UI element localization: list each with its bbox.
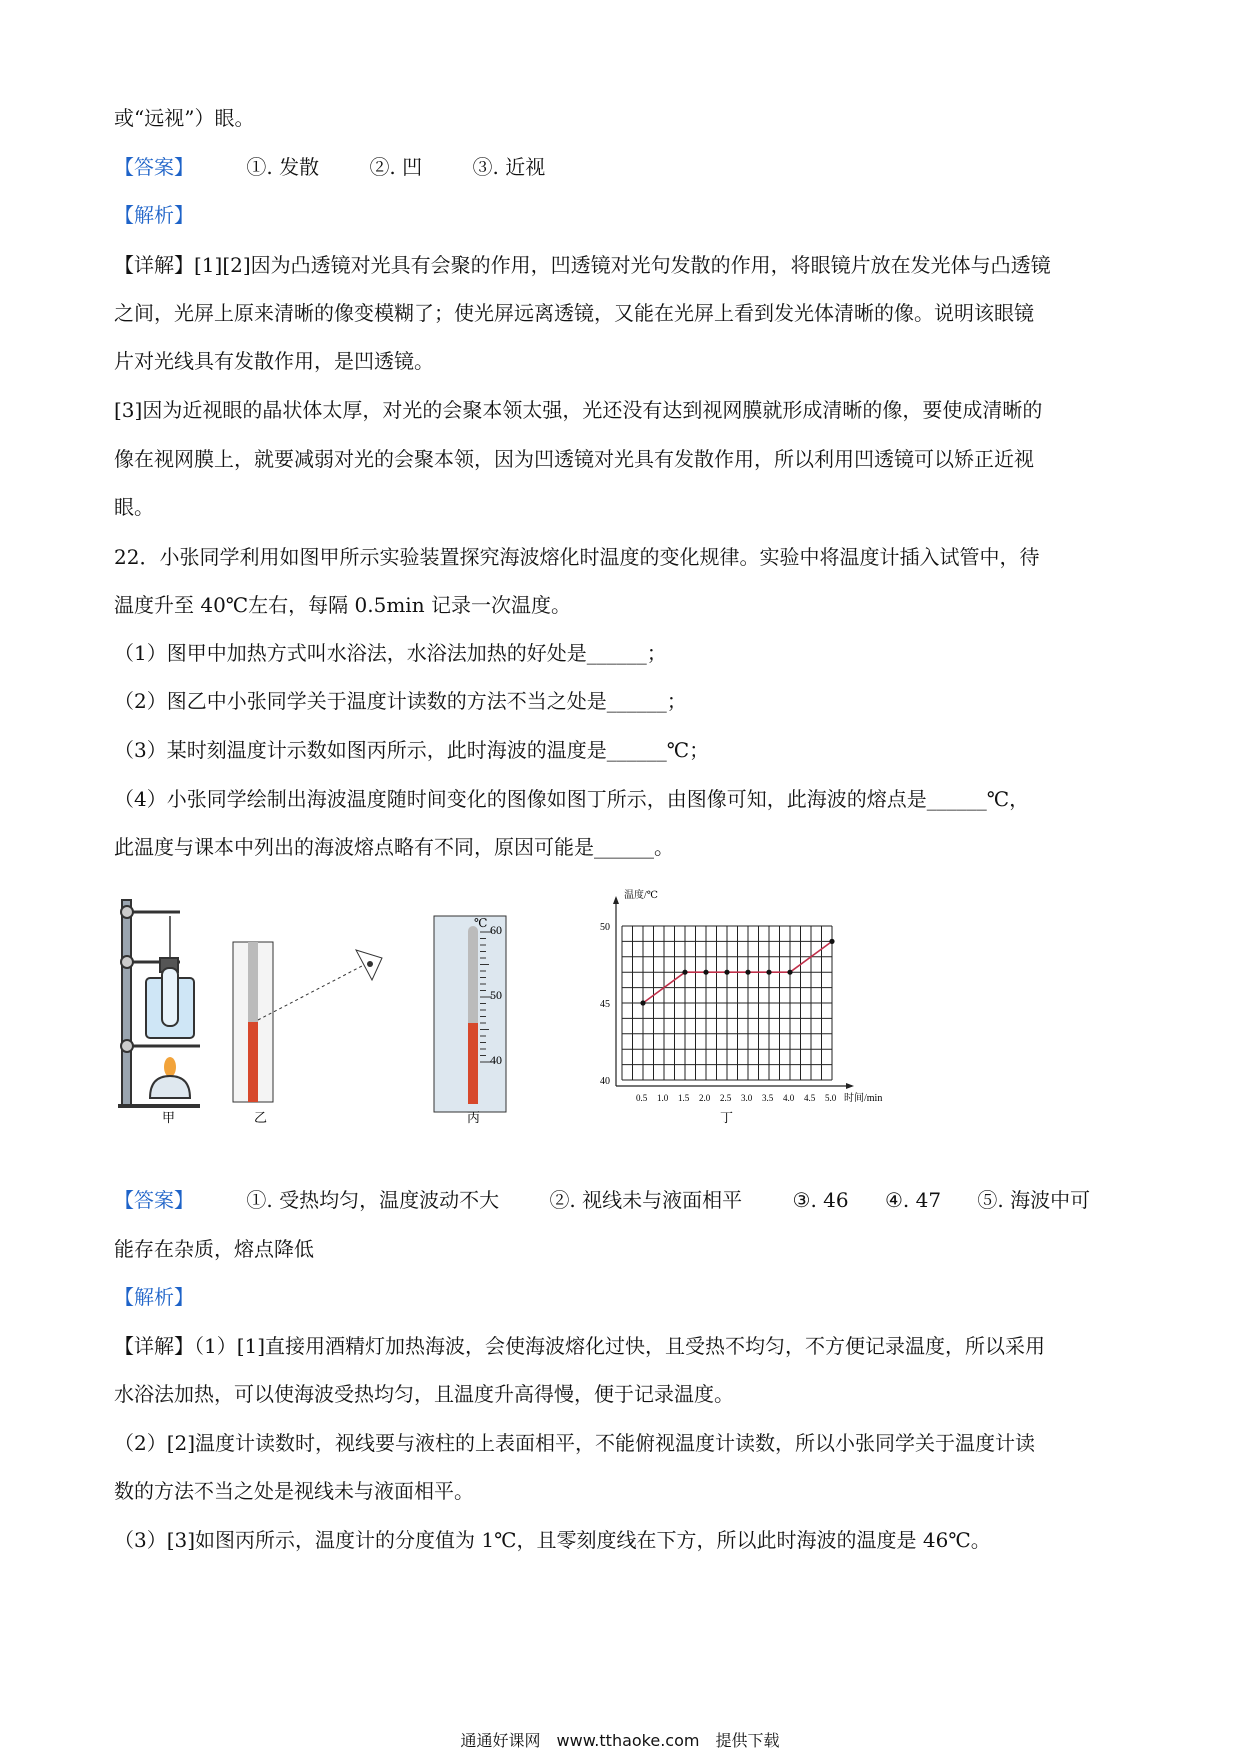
figure-label: 丙 xyxy=(467,1110,481,1125)
data-point xyxy=(787,970,792,975)
y-tick-label: 50 xyxy=(600,922,610,933)
question-line: （4）小张同学绘制出海波温度随时间变化的图像如图丁所示，由图像可知，此海波的熔点是______℃， xyxy=(114,787,1030,811)
text-line: 数的方法不当之处是视线未与液面相平。 xyxy=(114,1479,474,1503)
text-line: 水浴法加热，可以使海波受热均匀，且温度升高得慢，便于记录温度。 xyxy=(114,1382,734,1406)
answer-item: ④. 47 xyxy=(884,1188,942,1212)
y-axis-arrow xyxy=(613,896,619,904)
y-tick-label: 45 xyxy=(600,999,610,1010)
bing-liquid-column xyxy=(468,1023,478,1104)
text-line: 眼。 xyxy=(114,495,154,519)
figure-bing-thermometer xyxy=(434,916,506,1112)
figure-jia-apparatus xyxy=(118,900,200,1106)
x-tick-label: 3.5 xyxy=(762,1093,774,1103)
data-point xyxy=(640,1000,645,1005)
text-line: 之间，光屏上原来清晰的像变模糊了；使光屏远离透镜，又能在光屏上看到发光体清晰的像。说明该眼镜 xyxy=(114,301,1034,325)
x-tick-label: 1.0 xyxy=(657,1093,669,1103)
text-line: 【详解】[1][2]因为凸透镜对光具有会聚的作用，凹透镜对光句发散的作用，将眼镜片放在发光体与凸透镜 xyxy=(114,253,1051,277)
question-line: 此温度与课本中列出的海波熔点略有不同，原因可能是______。 xyxy=(114,835,674,859)
text-line: （3）[3]如图丙所示，温度计的分度值为 1℃，且零刻度线在下方，所以此时海波的温度是 46℃。 xyxy=(114,1528,991,1552)
figure-label: 丁 xyxy=(720,1110,734,1125)
figure-label: 乙 xyxy=(254,1110,268,1125)
footer: 通通好课网 www.tthaoke.com 提供下载 xyxy=(460,1731,780,1750)
y-axis-label: 温度/℃ xyxy=(624,890,658,901)
bing-tick-label: 50 xyxy=(490,988,502,1002)
text-line: 像在视网膜上，就要减弱对光的会聚本领，因为凹透镜对光具有发散作用，所以利用凹透镜可以矫正近视 xyxy=(114,447,1034,471)
data-point xyxy=(745,970,750,975)
answer-row xyxy=(114,152,545,182)
question-line: 温度升至 40℃左右，每隔 0.5min 记录一次温度。 xyxy=(114,593,571,617)
answer-item: ②. 凹 xyxy=(369,155,423,179)
text-line: 【详解】（1）[1]直接用酒精灯加热海波，会使海波熔化过快，且受热不均匀，不方便记录温度，所以采用 xyxy=(114,1334,1046,1358)
figure-ding-chart xyxy=(600,888,882,1104)
x-tick-label: 4.0 xyxy=(783,1093,795,1103)
text-line: （2）[2]温度计读数时，视线要与液柱的上表面相平，不能俯视温度计读数，所以小张同学关于温度计读 xyxy=(114,1431,1036,1455)
figure-label: 甲 xyxy=(162,1110,176,1125)
data-point xyxy=(766,970,771,975)
analysis-label: 【解析】 xyxy=(114,1285,194,1309)
data-point xyxy=(682,970,687,975)
answer-item: ②. 视线未与液面相平 xyxy=(549,1188,743,1212)
answer-label: 【答案】 xyxy=(114,155,194,179)
text-line: [3]因为近视眼的晶状体太厚，对光的会聚本领太强，光还没有达到视网膜就形成清晰的像，要使成清晰的 xyxy=(114,398,1043,422)
question-line: 22．小张同学利用如图甲所示实验装置探究海波熔化时温度的变化规律。实验中将温度计插入试管中，待 xyxy=(114,545,1040,569)
figures xyxy=(0,880,1240,1140)
figure-yi-thermometer xyxy=(233,942,382,1102)
answer-item: ①. 受热均匀，温度波动不大 xyxy=(246,1188,500,1212)
answer-row xyxy=(114,1185,1090,1215)
answer-item: ③. 近视 xyxy=(472,155,546,179)
x-tick-label: 4.5 xyxy=(804,1093,816,1103)
text-line: 片对光线具有发散作用，是凹透镜。 xyxy=(114,349,434,373)
x-tick-label: 1.5 xyxy=(678,1093,690,1103)
x-tick-label: 0.5 xyxy=(636,1093,648,1103)
data-point xyxy=(724,970,729,975)
x-axis-arrow xyxy=(846,1083,854,1089)
bing-unit: ℃ xyxy=(474,916,488,930)
bing-tick-label: 40 xyxy=(490,1053,502,1067)
answer-label: 【答案】 xyxy=(114,1188,194,1212)
analysis-label: 【解析】 xyxy=(114,203,194,227)
x-tick-label: 3.0 xyxy=(741,1093,753,1103)
x-tick-label: 2.5 xyxy=(720,1093,732,1103)
answer-item: ③. 46 xyxy=(792,1188,849,1212)
data-point xyxy=(829,939,834,944)
bing-tick-label: 60 xyxy=(490,923,502,937)
question-line: （2）图乙中小张同学关于温度计读数的方法不当之处是______； xyxy=(114,689,687,713)
y-tick-label: 40 xyxy=(600,1076,610,1087)
question-line: （3）某时刻温度计示数如图丙所示，此时海波的温度是______℃； xyxy=(114,738,710,762)
x-axis-label: 时间/min xyxy=(844,1093,883,1104)
question-line: （1）图甲中加热方式叫水浴法，水浴法加热的好处是______； xyxy=(114,641,667,665)
text-line: 或“远视”）眼。 xyxy=(114,106,255,130)
data-point xyxy=(703,970,708,975)
x-tick-label: 2.0 xyxy=(699,1093,711,1103)
answer-item: ⑤. 海波中可 xyxy=(977,1188,1091,1212)
text-line: 能存在杂质，熔点降低 xyxy=(114,1237,314,1261)
answer-item: ①. 发散 xyxy=(246,155,320,179)
x-tick-label: 5.0 xyxy=(825,1093,837,1103)
